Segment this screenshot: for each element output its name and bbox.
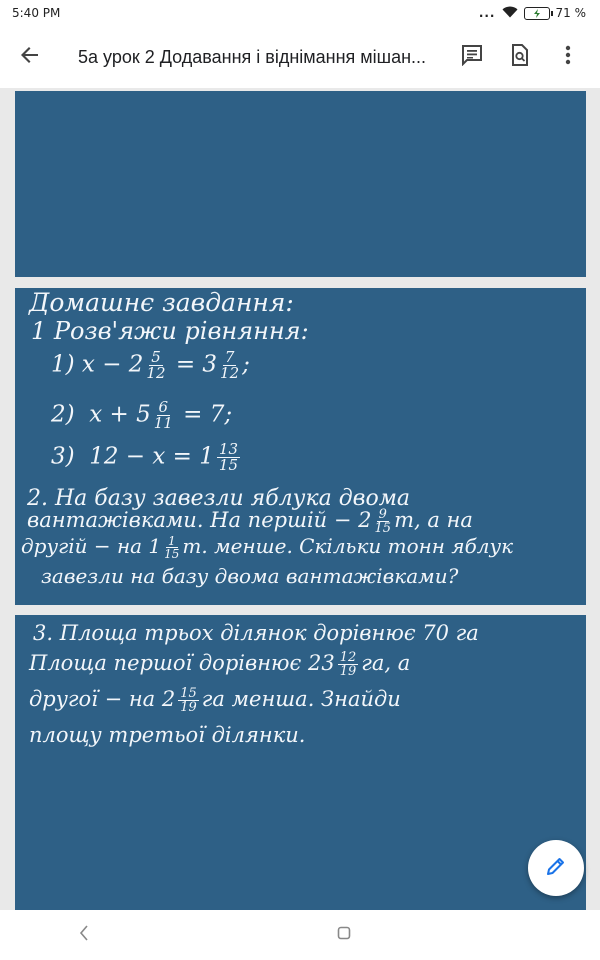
task1-title: 1 Розв'яжи рівняння: [31, 317, 309, 345]
chevron-left-icon [78, 925, 90, 946]
nav-home-button[interactable] [332, 923, 356, 947]
pencil-icon [545, 855, 567, 882]
home-square-icon [337, 926, 351, 945]
task3-line-2: Площа першої дорівнює 23 $\frac{12}{19}$ га, а [29, 650, 411, 679]
document-title: 5а урок 2 Додавання і віднімання мішан... [78, 46, 427, 67]
document-viewer[interactable] [0, 88, 600, 910]
slide-2-homework [15, 288, 586, 605]
comments-button[interactable] [452, 37, 492, 77]
wifi-icon [502, 6, 518, 21]
back-button[interactable] [0, 26, 60, 88]
equation-1: 1) x − 2 $\frac{5}{12}$ = 3 $\frac{7}{12}$ ; [51, 348, 250, 382]
more-vert-icon [565, 45, 571, 70]
more-options-button[interactable] [548, 37, 588, 77]
system-navigation-bar [0, 910, 600, 960]
find-in-page-icon [509, 44, 531, 71]
task2-line-2: вантажівками. На першій − 2 $\frac{9}{15}$ т, а на [27, 507, 473, 536]
task3-line-3: другої − на 2 $\frac{15}{19}$ га менша. Знайди [29, 686, 401, 715]
comment-icon [461, 44, 483, 71]
battery-icon [524, 7, 550, 20]
equation-2: 2) x + 5 $\frac{6}{11}$ = 7; [51, 398, 233, 432]
status-bar [0, 0, 600, 26]
task2-line-1: 2. На базу завезли яблука двома [27, 486, 411, 511]
status-icons [479, 6, 586, 21]
task3-line-1: 3. Площа трьох ділянок дорівнює 70 га [33, 621, 479, 645]
slide-3-task [15, 615, 586, 911]
slide-1 [15, 91, 586, 277]
status-time: 5:40 PM [12, 6, 61, 20]
battery-percent: 71 % [555, 6, 586, 20]
task2-line-4: завезли на базу двома вантажівками? [41, 564, 459, 588]
nav-back-button[interactable] [72, 923, 96, 947]
task2-line-3: другій − на 1 $\frac{1}{15}$ т. менше. Скільки тонн яблук [21, 534, 514, 561]
signal-dots: ... [478, 6, 496, 20]
equation-3: 3) 12 − x = 1 $\frac{13}{15}$ [51, 440, 238, 474]
toolbar-actions [452, 37, 600, 77]
homework-heading: Домашнє завдання: [29, 288, 294, 317]
edit-fab-button[interactable] [528, 840, 584, 896]
find-in-document-button[interactable] [500, 37, 540, 77]
task3-line-4: площу третьої ділянки. [29, 723, 306, 747]
app-bar [0, 26, 600, 88]
arrow-back-icon [20, 45, 40, 70]
